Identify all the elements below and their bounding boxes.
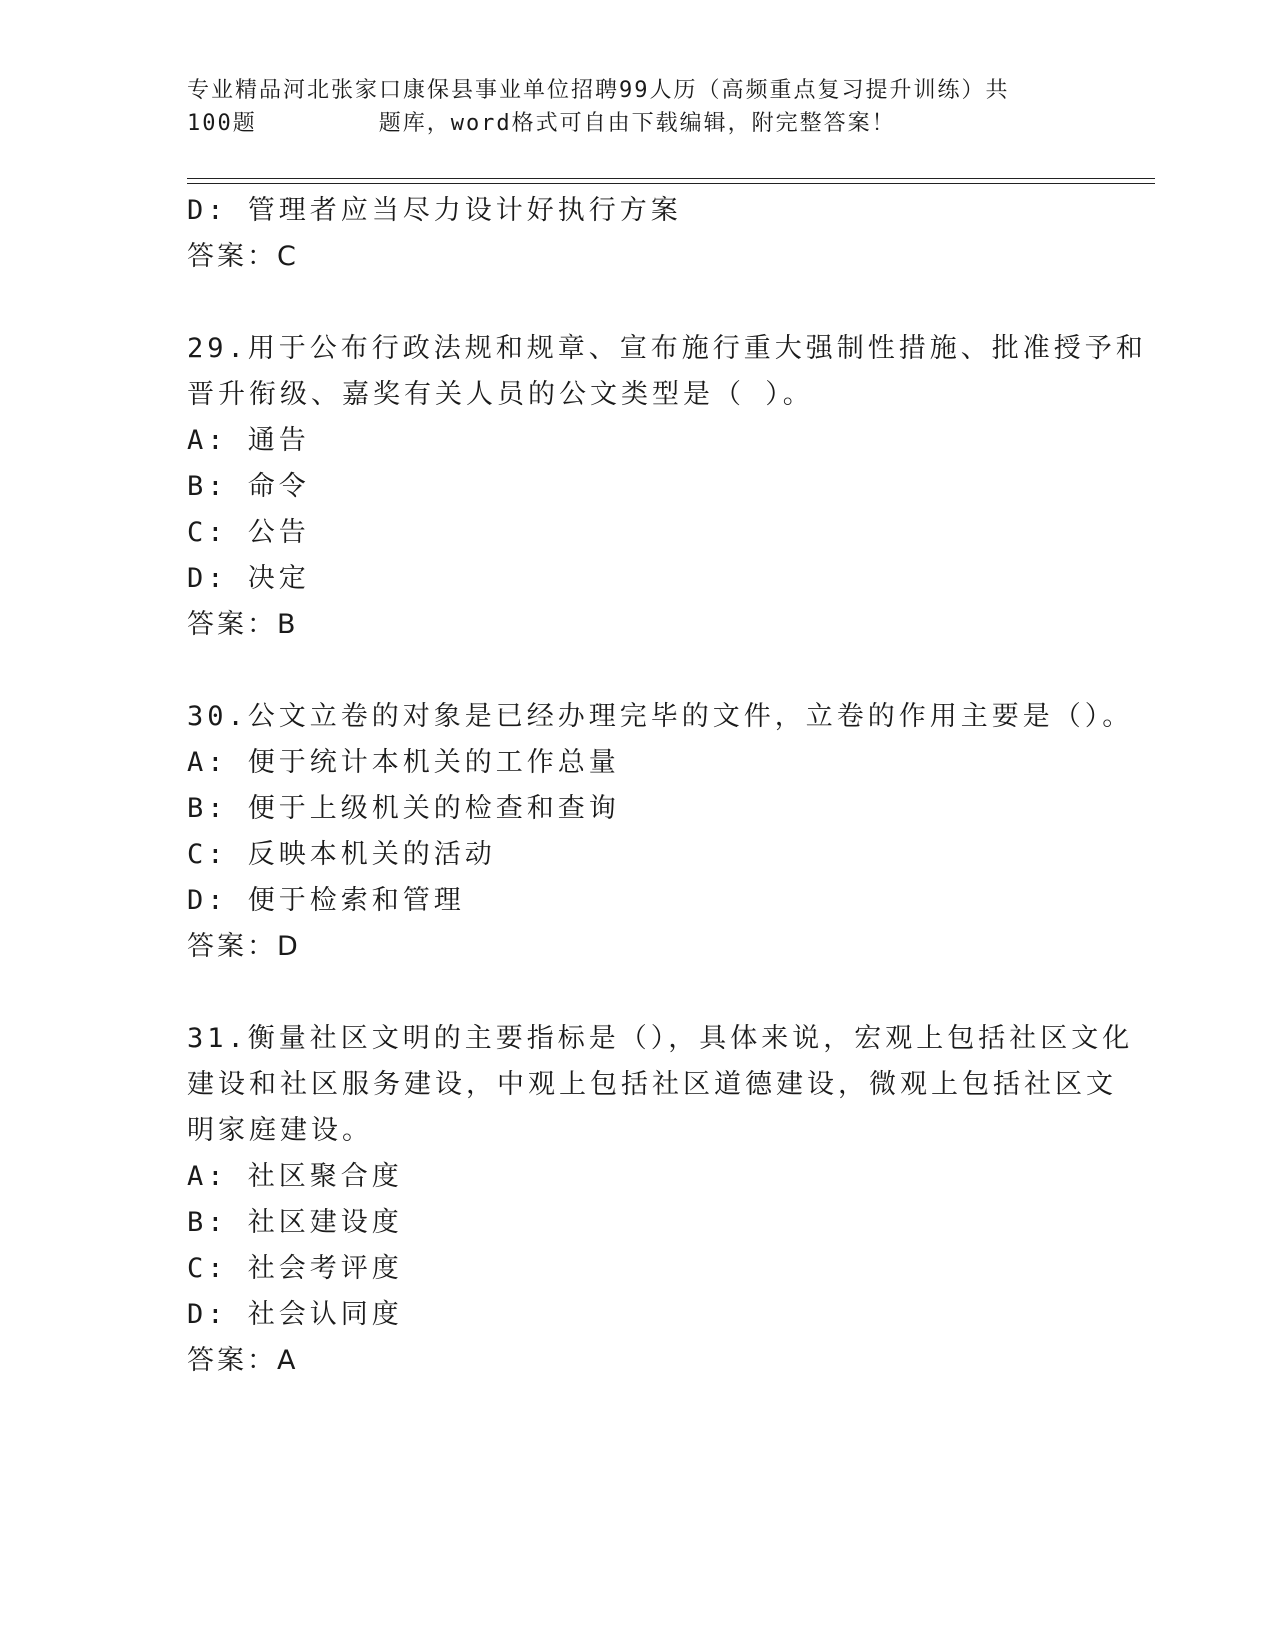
spacer [187,280,1087,326]
option-a: A: 便于统计本机关的工作总量 [187,747,620,778]
option-d: D: 社会认同度 [187,1299,403,1330]
answer: 答案：A [187,1345,299,1376]
question-block [187,1016,1134,1384]
document-body [187,188,1147,1384]
question-text: 明家庭建设。 [187,1115,373,1146]
option-b: B: 命令 [187,471,310,502]
question-text: 30.公文立卷的对象是已经办理完毕的文件，立卷的作用主要是（）。 [187,701,1134,732]
page-header [187,74,1087,140]
option-d: D: 决定 [187,563,310,594]
header-divider-bottom [187,183,1155,184]
spacer [187,648,1087,694]
option-d: D: 便于检索和管理 [187,885,465,916]
option-c: C: 公告 [187,517,310,548]
option-a: A: 通告 [187,425,310,456]
question-text: 建设和社区服务建设，中观上包括社区道德建设，微观上包括社区文 [187,1069,1117,1100]
answer: 答案：B [187,609,299,640]
question-text: 29.用于公布行政法规和规章、宣布施行重大强制性措施、批准授予和 [187,333,1147,364]
question-block [187,326,1147,648]
spacer [187,970,1087,1016]
prev-answer: 答案：C [187,241,299,272]
answer: 答案：D [187,931,301,962]
question-text: 31.衡量社区文明的主要指标是（），具体来说，宏观上包括社区文化 [187,1023,1134,1054]
header-title-line-2: 100题 题库，word格式可自由下载编辑，附完整答案！ [187,111,896,136]
option-c: C: 反映本机关的活动 [187,839,496,870]
question-block [187,694,1134,970]
option-b: B: 便于上级机关的检查和查询 [187,793,620,824]
option-a: A: 社区聚合度 [187,1161,403,1192]
header-divider-top [187,178,1155,179]
option-b: B: 社区建设度 [187,1207,403,1238]
option-c: C: 社会考评度 [187,1253,403,1284]
header-title-line-1: 专业精品河北张家口康保县事业单位招聘99人历（高频重点复习提升训练）共 [187,78,1010,103]
question-text: 晋升衔级、嘉奖有关人员的公文类型是（ ）。 [187,379,814,410]
prev-option-d: D: 管理者应当尽力设计好执行方案 [187,195,682,226]
